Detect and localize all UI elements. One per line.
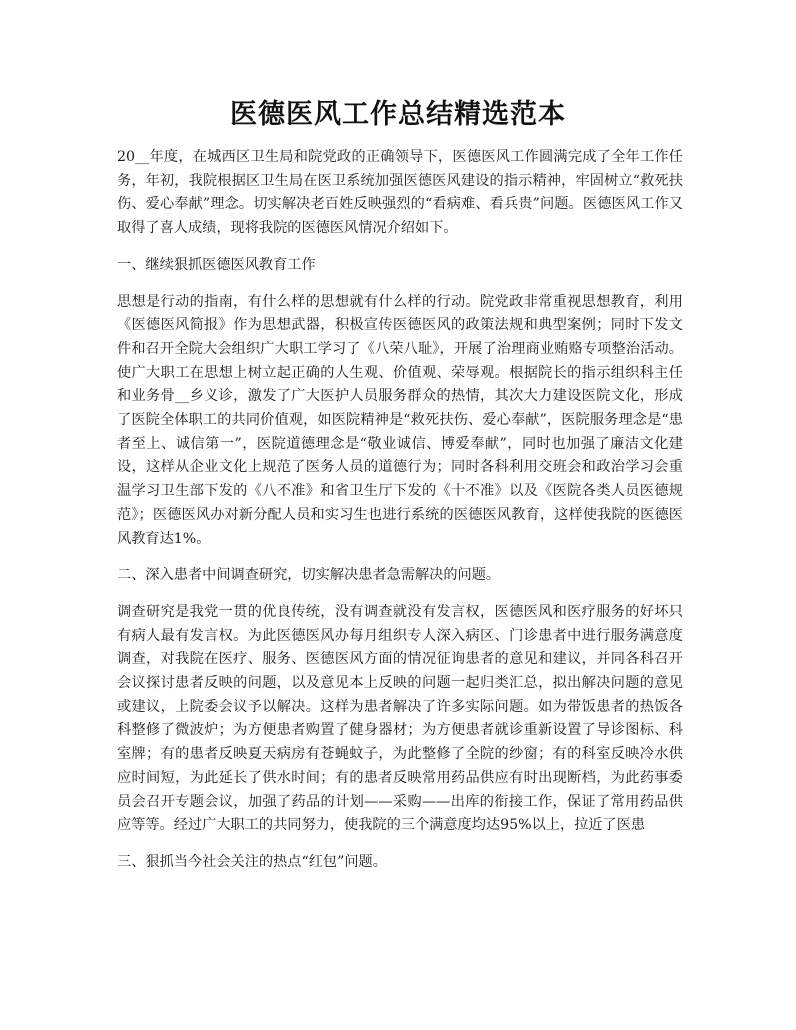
section-heading-2: 二、深入患者中间调查研究，切实解决患者急需解决的问题。 — [117, 567, 501, 584]
document-body — [117, 146, 683, 875]
section-1-paragraph: 思想是行动的指南，有什么样的思想就有什么样的行动。院党政非常重视思想教育，利用《医德医风简报》作为思想武器，积极宣传医德医风的政策法规和典型案例；同时下发文件和召开全院大会组织广大职工学习了《八荣八耻》，开展了治理商业贿赂专项整治活动。使广大职工在思想上树立起正确的人生观、价值观、荣辱观。根据院长的指示组织科主任和业务骨__乡义诊，激发了广大医护人员服务群众的热情，其次大力建设医院文化，形成了医院全体职工的共同价值观，如医院精神是“救死扶伤、爱心奉献”，医院服务理念是“患者至上、诚信第一”，医院道德理念是“敬业诚信、博爱奉献”，同时也加强了廉洁文化建设，这样从企业文化上规范了医务人员的道德行为；同时各科利用交班会和政治学习会重温学习卫生部下发的《八不准》和省卫生厅下发的《十不准》以及《医院各类人员医德规范》；医德医风办对新分配人员和实习生也进行系统的医德医风教育，这样使我院的医德医风教育达1%。 — [117, 293, 683, 547]
section-heading-3: 三、狠抓当今社会关注的热点“红包”问题。 — [117, 853, 387, 870]
intro-paragraph: 20__年度，在城西区卫生局和院党政的正确领导下，医德医风工作圆满完成了全年工作任务，年初，我院根据区卫生局在医卫系统加强医德医风建设的指示精神，牢固树立“救死扶伤、爱心奉献”理念。切实解决老百姓反映强烈的“看病难、看兵贵”问题。医德医风工作又取得了喜人成绩，现将我院的医德医风情况介绍如下。 — [117, 149, 683, 237]
page-title: 医德医风工作总结精选范本 — [230, 99, 566, 130]
section-2-paragraph: 调查研究是我党一贯的优良传统，没有调查就没有发言权，医德医风和医疗服务的好坏只有病人最有发言权。为此医德医风办每月组织专人深入病区、门诊患者中进行服务满意度调查，对我院在医疗、服务、医德医风方面的情况征询患者的意见和建议，并同各科召开会议探讨患者反映的问题，以及意见本上反映的问题一起归类汇总，拟出解决问题的意见或建议，上院委会议予以解决。这样为患者解决了许多实际问题。如为带饭患者的热饭各科整修了微波炉；为方便患者购置了健身器材；为方便患者就诊重新设置了导诊图标、科室牌；有的患者反映夏天病房有苍蝇蚊子，为此整修了全院的纱窗；有的科室反映冷水供应时间短，为此延长了供水时间；有的患者反映常用药品供应有时出现断档，为此药事委员会召开专题会议，加强了药品的计划——采购——出库的衔接工作，保证了常用药品供应等等。经过广大职工的共同努力，使我院的三个满意度均达95%以上，拉近了医患 — [117, 603, 683, 834]
section-heading-1: 一、继续狠抓医德医风教育工作 — [117, 256, 316, 273]
